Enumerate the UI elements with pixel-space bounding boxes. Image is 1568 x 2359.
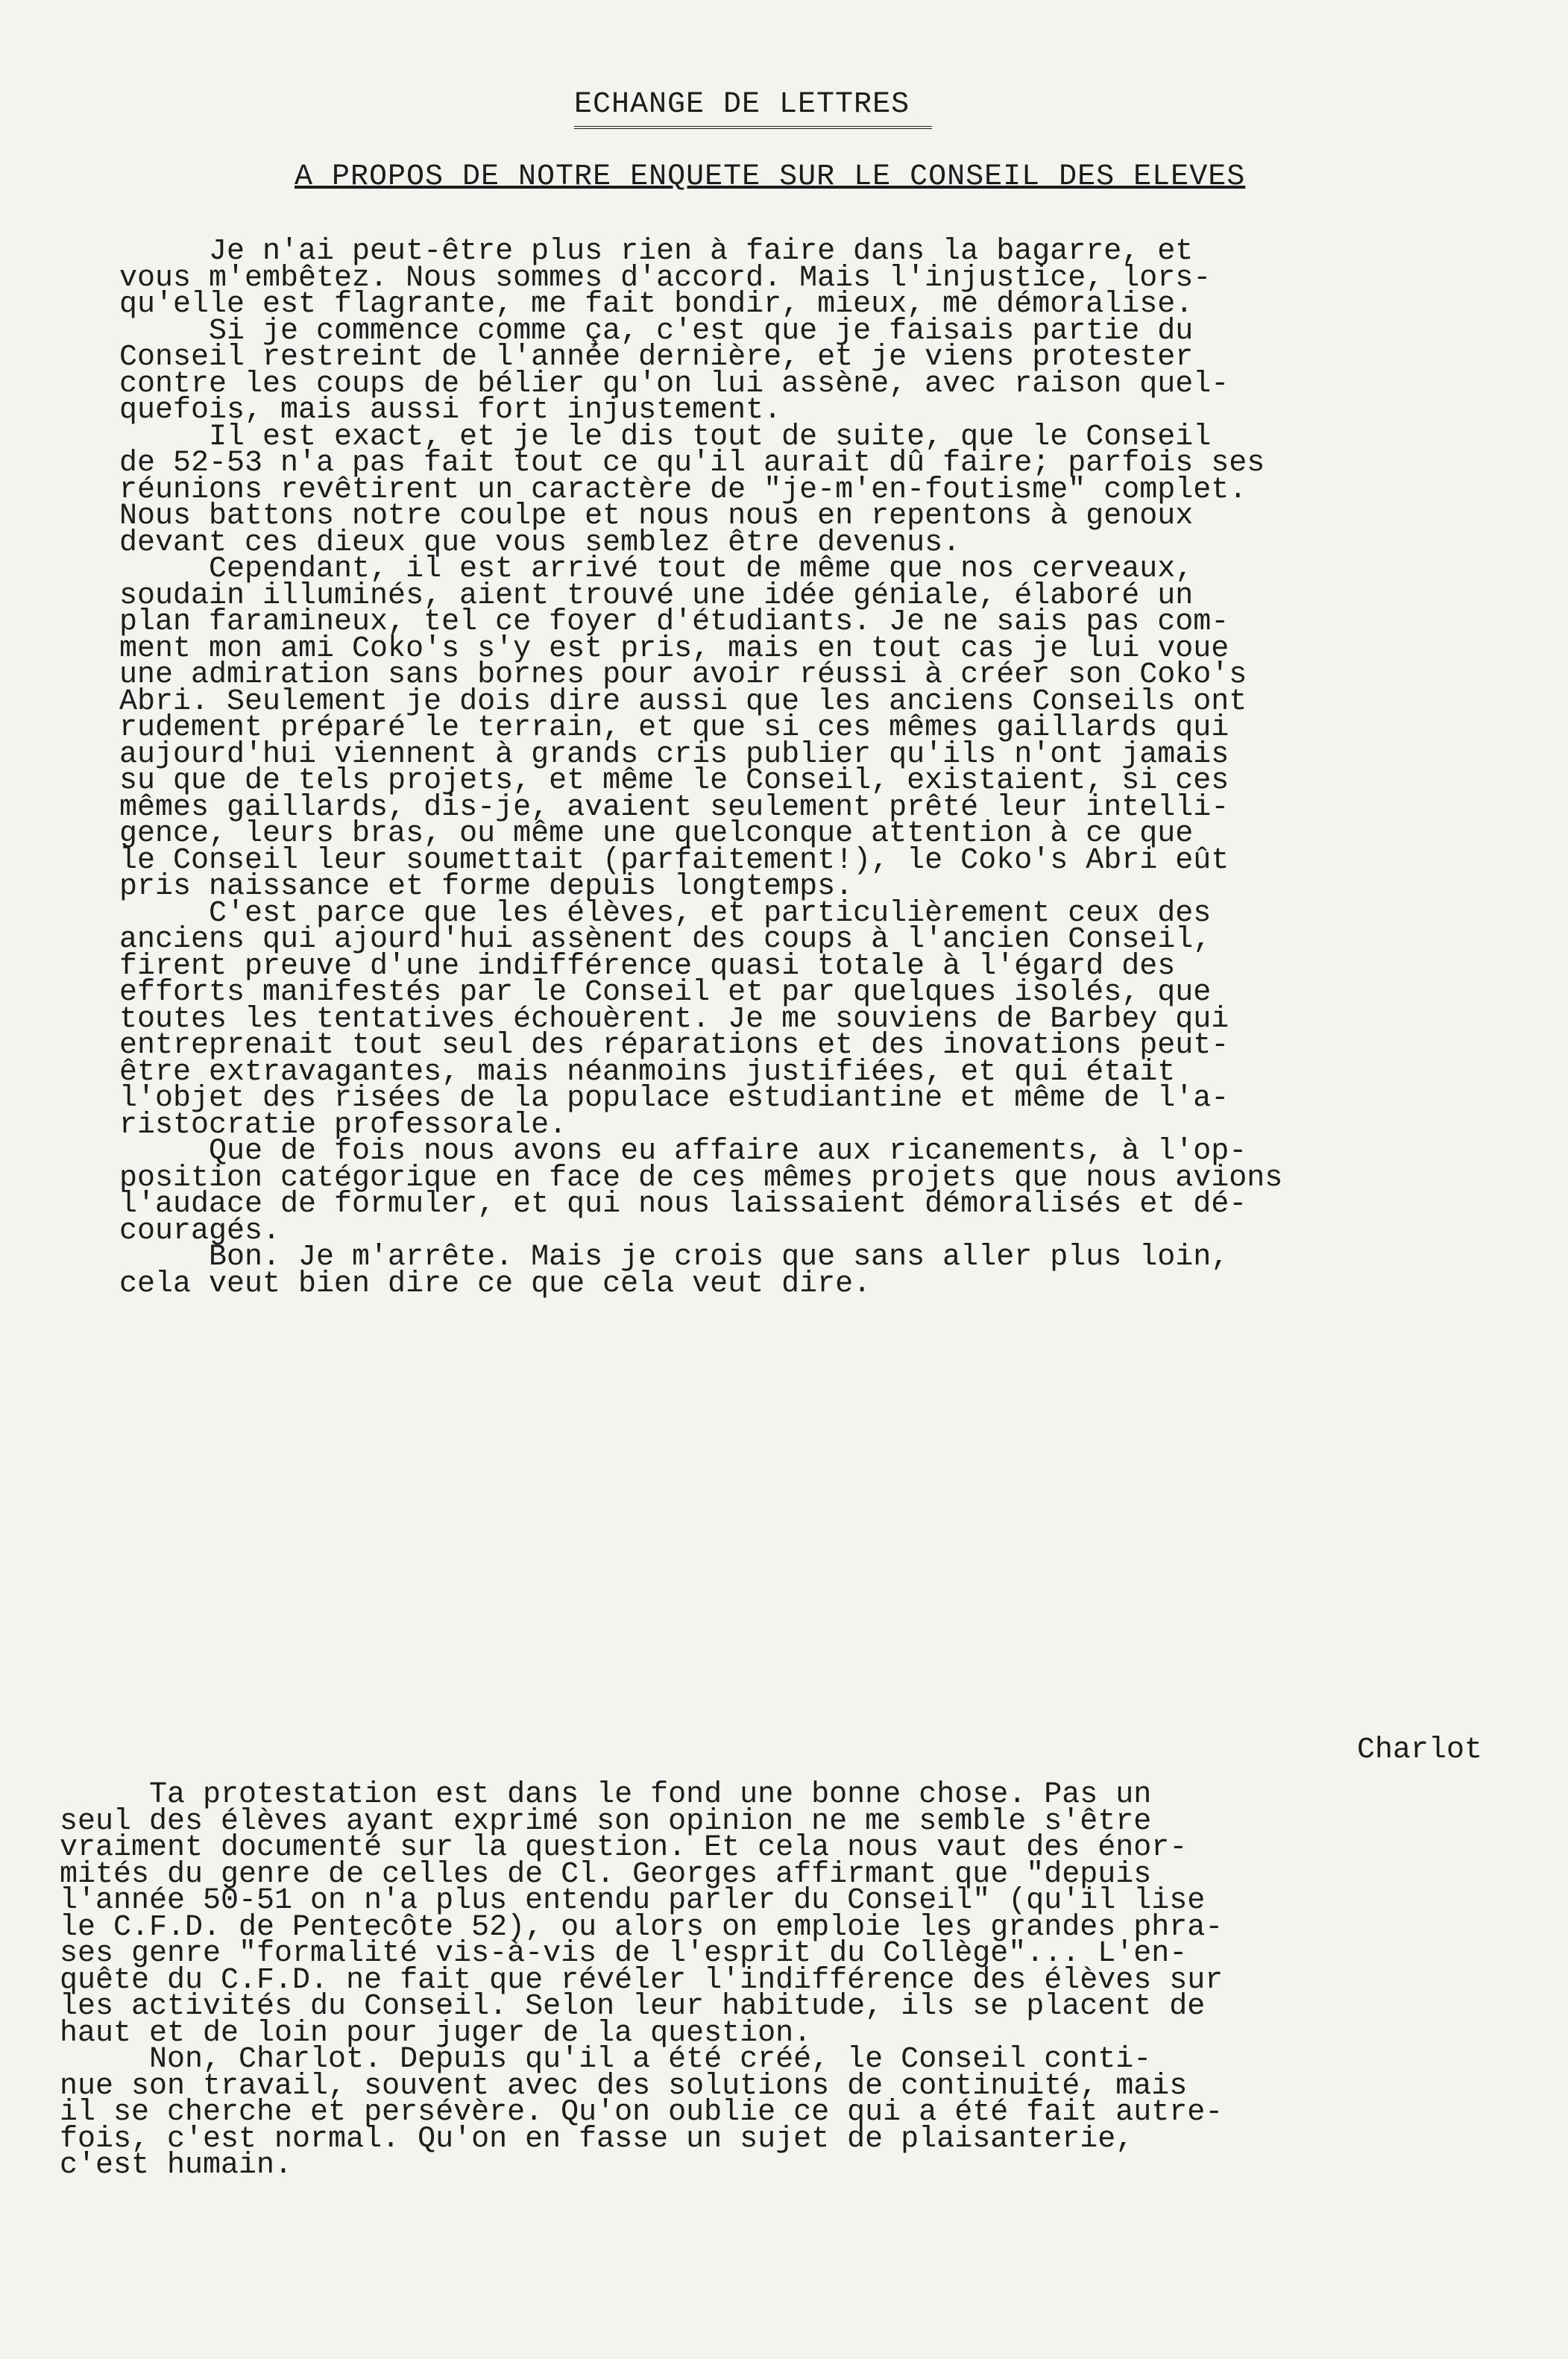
text-line: mités du genre de celles de Cl. Georges affirmant que "depuis [60, 1857, 1152, 1892]
text-line: qu'elle est flagrante, me fait bondir, mieux, me démoralise. [119, 288, 1194, 321]
text-line: vous m'embêtez. Nous sommes d'accord. Mais l'injustice, lors- [119, 261, 1212, 295]
title-a-propos: A PROPOS DE NOTRE ENQUETE SUR LE CONSEIL DES ELEVES [295, 160, 1246, 194]
text-line: anciens qui ajourd'hui assènent des coups à l'ancien Conseil, [119, 923, 1212, 957]
text-line: soudain illuminés, aient trouvé une idée géniale, élaboré un [119, 579, 1194, 613]
text-line: Si je commence comme ça, c'est que je faisais partie du [119, 314, 1194, 348]
text-line: Bon. Je m'arrête. Mais je crois que sans aller plus loin, [119, 1241, 1229, 1274]
text-line: il se cherche et persévère. Qu'on oublie ce qui a été fait autre- [60, 2096, 1224, 2129]
signature-charlot: Charlot [1356, 1733, 1482, 1767]
text-line: toutes les tentatives échouèrent. Je me souviens de Barbey qui [119, 1002, 1229, 1036]
text-line: ristocratie professorale. [119, 1108, 567, 1142]
text-line: vraiment documenté sur la question. Et cela nous vaut des énor- [60, 1831, 1188, 1865]
text-line: su que de tels projets, et même le Conseil, existaient, si ces [119, 764, 1229, 798]
text-line: de 52-53 n'a pas fait tout ce qu'il aurait dû faire; parfois ses [119, 447, 1265, 480]
text-line: les activités du Conseil. Selon leur habitude, ils se placent de [60, 1990, 1206, 2023]
text-line: Non, Charlot. Depuis qu'il a été créé, le Conseil conti- [60, 2043, 1152, 2076]
text-line: l'objet des risées de la populace estudiantine et même de l'a- [119, 1082, 1229, 1115]
text-line: une admiration sans bornes pour avoir réussi à créer son Coko's [119, 658, 1247, 692]
text-line: position catégorique en face de ces mêmes projets que nous avions [119, 1161, 1283, 1195]
text-line: pris naissance et forme depuis longtemps. [119, 870, 854, 904]
text-line: c'est humain. [60, 2149, 293, 2182]
text-line: Abri. Seulement je dois dire aussi que les anciens Conseils ont [119, 684, 1247, 719]
text-line: l'année 50-51 on n'a plus entendu parler du Conseil" (qu'il lise [60, 1884, 1206, 1918]
text-line: ses genre "formalité vis-à-vis de l'esprit du Collège"... L'en- [60, 1937, 1188, 1971]
text-line: mêmes gaillards, dis-je, avaient seulement prêté leur intelli- [119, 790, 1229, 825]
text-line: C'est parce que les élèves, et particulièrement ceux des [119, 896, 1212, 930]
text-line: le C.F.D. de Pentecôte 52), ou alors on emploie les grandes phra- [60, 1910, 1224, 1944]
text-line: aujourd'hui viennent à grands cris publier qu'ils n'ont jamais [119, 737, 1229, 772]
text-line: Il est exact, et je le dis tout de suite, que le Conseil [119, 420, 1212, 454]
text-line: être extravagantes, mais néanmoins justifiées, et qui était [119, 1055, 1176, 1089]
text-line: firent preuve d'une indifférence quasi totale à l'égard des [119, 949, 1176, 983]
text-line: Nous battons notre coulpe et nous nous en repentons à genoux [119, 500, 1194, 533]
text-line: Conseil restreint de l'année dernière, et je viens protester [119, 341, 1194, 374]
text-line: réunions revêtirent un caractère de "je-m'en-foutisme" complet. [119, 473, 1247, 507]
text-line: gence, leurs bras, ou même une quelconque attention à ce que [119, 817, 1194, 851]
letter-reply [60, 1778, 1476, 2182]
text-line: seul des élèves ayant exprimé son opinion ne me semble s'être [60, 1804, 1152, 1839]
text-line: Que de fois nous avons eu affaire aux ricanements, à l'op- [119, 1135, 1247, 1168]
text-line: devant ces dieux que vous semblez être devenus. [119, 526, 961, 560]
text-line: contre les coups de bélier qu'on lui assène, avec raison quel- [119, 367, 1229, 401]
text-line: efforts manifestés par le Conseil et par quelques isolés, que [119, 976, 1212, 1010]
text-line: ment mon ami Coko's s'y est pris, mais en tout cas je lui voue [119, 632, 1229, 666]
text-line: Je n'ai peut-être plus rien à faire dans la bagarre, et [119, 235, 1194, 268]
text-line: cela veut bien dire ce que cela veut dire. [119, 1267, 872, 1301]
text-line: le Conseil leur soumettait (parfaitement!), le Coko's Abri eût [119, 843, 1229, 878]
text-line: haut et de loin pour juger de la question. [60, 2016, 812, 2050]
letter-charlot [119, 235, 1514, 1301]
text-line: Ta protestation est dans le fond une bonne chose. Pas un [60, 1778, 1152, 1812]
text-line: l'audace de formuler, et qui nous laissaient démoralisés et dé- [119, 1188, 1247, 1221]
text-line: rudement préparé le terrain, et que si ces mêmes gaillards qui [119, 711, 1229, 745]
text-line: quefois, mais aussi fort injustement. [119, 394, 782, 427]
text-line: couragés. [119, 1214, 281, 1248]
text-line: fois, c'est normal. Qu'on en fasse un sujet de plaisanterie, [60, 2122, 1134, 2156]
text-line: nue son travail, souvent avec des solutions de continuité, mais [60, 2069, 1188, 2103]
text-line: Cependant, il est arrivé tout de même que nos cerveaux, [119, 552, 1194, 586]
text-line: plan faramineux, tel ce foyer d'étudiants. Je ne sais pas com- [119, 605, 1229, 639]
text-line: quête du C.F.D. ne fait que révéler l'indifférence des élèves sur [60, 1963, 1224, 1997]
text-line: entreprenait tout seul des réparations et des inovations peut- [119, 1029, 1229, 1062]
title-echange-de-lettres: ECHANGE DE LETTRES [574, 88, 932, 129]
